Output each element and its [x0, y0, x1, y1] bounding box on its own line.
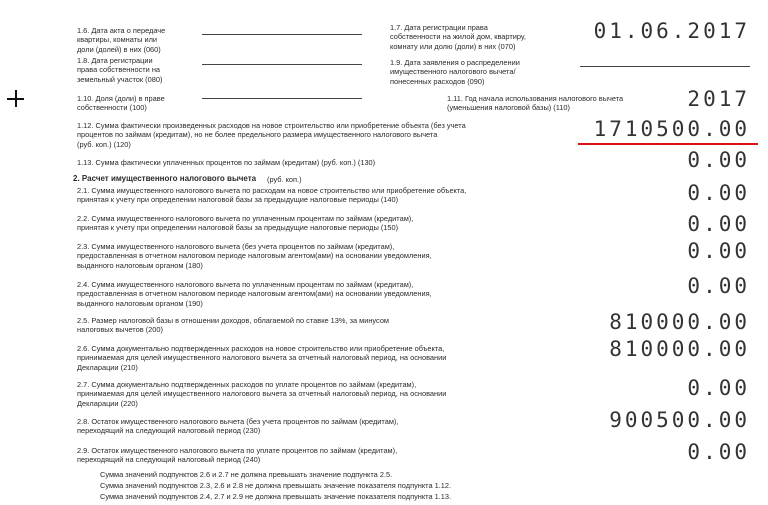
- row-2-9-value[interactable]: 0.00: [687, 440, 750, 464]
- field-1-9-label: 1.9. Дата заявления о распределении имущественного налогового вычета/ понесенных расходов (090): [390, 58, 520, 86]
- row-2-2-value[interactable]: 0.00: [687, 212, 750, 236]
- section-2-unit: (руб. коп.): [267, 175, 302, 184]
- row-2-2-label: 2.2. Сумма имущественного налогового вычета по уплаченным процентам по займам (кредитам), принятая к учету при определении налоговой базы за предыдущие налоговые периоды (150): [77, 214, 414, 233]
- row-2-5-label: 2.5. Размер налоговой базы в отношении доходов, облагаемой по ставке 13%, за минусом налоговых вычетов (200): [77, 316, 390, 335]
- row-2-3-label: 2.3. Сумма имущественного налогового вычета (без учета процентов по займам (кредитам), предоставленная в отчетном налоговом периоде налоговым агентом(ами) на основании уведомления, выданного налоговым органом (180): [77, 242, 432, 270]
- row-2-5-value[interactable]: 810000.00: [609, 310, 750, 334]
- field-1-8-label: 1.8. Дата регистрации права собственности на земельный участок (080): [77, 56, 163, 84]
- row-2-9-label: 2.9. Остаток имущественного налогового вычета по уплате процентов по займам (кредитам), переходящий на следующий налоговый период (240): [77, 446, 398, 465]
- field-1-11-label: 1.11. Год начала использования налогового вычета (уменьшения налоговой базы) (110): [447, 94, 624, 113]
- row-2-4-value[interactable]: 0.00: [687, 274, 750, 298]
- row-2-8-label: 2.8. Остаток имущественного налогового вычета (без учета процентов по займам (кредитам), переходящий на следующий налоговый период (230): [77, 417, 399, 436]
- footnote-1: Сумма значений подпунктов 2.6 и 2.7 не должна превышать значение подпункта 2.5.: [100, 470, 393, 479]
- row-2-6-label: 2.6. Сумма документально подтвержденных расходов на новое строительство или приобретение объекта, принимаемая для целей имущественного налогового вычета за отчетный налоговый период, на основании Декларации (210): [77, 344, 447, 372]
- row-2-3-value[interactable]: 0.00: [687, 239, 750, 263]
- row-2-6-value[interactable]: 810000.00: [609, 337, 750, 361]
- row-2-1-label: 2.1. Сумма имущественного налогового вычета по расходам на новое строительство или приобретение объекта, принятая к учету при определении налоговой базы за предыдущие налоговые периоды (140): [77, 186, 467, 205]
- section-2-title: 2. Расчет имущественного налогового вычета: [73, 174, 257, 183]
- field-1-12-label: 1.12. Сумма фактически произведенных расходов на новое строительство или приобретение объекта (без учета процентов по займам (кредитам), но не более предельного размера имущественного налогового вычета (руб. коп.) (120): [77, 121, 466, 149]
- field-1-6-label: 1.6. Дата акта о передаче квартиры, комнаты или доли (долей) в них (060): [77, 26, 166, 54]
- field-1-6-line[interactable]: [202, 34, 362, 35]
- field-1-9-line[interactable]: [580, 66, 750, 67]
- footnote-3: Сумма значений подпунктов 2.4, 2.7 и 2.9 не должна превышать значение показателя подпункта 1.13.: [100, 492, 452, 501]
- row-2-7-label: 2.7. Сумма документально подтвержденных расходов по уплате процентов по займам (кредитам), принимаемая для целей имущественного налогового вычета за отчетный налоговый период, на основании Декларации (220): [77, 380, 447, 408]
- field-1-11-value[interactable]: 2017: [687, 87, 750, 111]
- field-1-10-label: 1.10. Доля (доли) в праве собственности (100): [77, 94, 165, 113]
- field-1-13-label: 1.13. Сумма фактически уплаченных процентов по займам (кредитам) (руб. коп.) (130): [77, 158, 376, 167]
- field-1-13-value[interactable]: 0.00: [687, 148, 750, 172]
- row-2-4-label: 2.4. Сумма имущественного налогового вычета по уплаченным процентам по займам (кредитам), предоставленная в отчетном налоговом периоде налоговым агентом(ами) на основании уведомления, выданного налоговым органом (190): [77, 280, 432, 308]
- row-2-1-value[interactable]: 0.00: [687, 181, 750, 205]
- crosshair-plus-icon: [7, 90, 24, 107]
- row-2-7-value[interactable]: 0.00: [687, 376, 750, 400]
- field-1-12-value[interactable]: 1710500.00: [593, 117, 750, 141]
- field-1-8-line[interactable]: [202, 64, 362, 65]
- footnote-2: Сумма значений подпунктов 2.3, 2.6 и 2.8 не должна превышать значение показателя подпункта 1.12.: [100, 481, 452, 490]
- field-1-7-value[interactable]: 01.06.2017: [593, 19, 750, 43]
- field-1-12-red-underline: [578, 143, 758, 145]
- row-2-8-value[interactable]: 900500.00: [609, 408, 750, 432]
- field-1-7-label: 1.7. Дата регистрации права собственности на жилой дом, квартиру, комнату или долю (доли) в них (070): [390, 23, 526, 51]
- field-1-10-line[interactable]: [202, 98, 362, 99]
